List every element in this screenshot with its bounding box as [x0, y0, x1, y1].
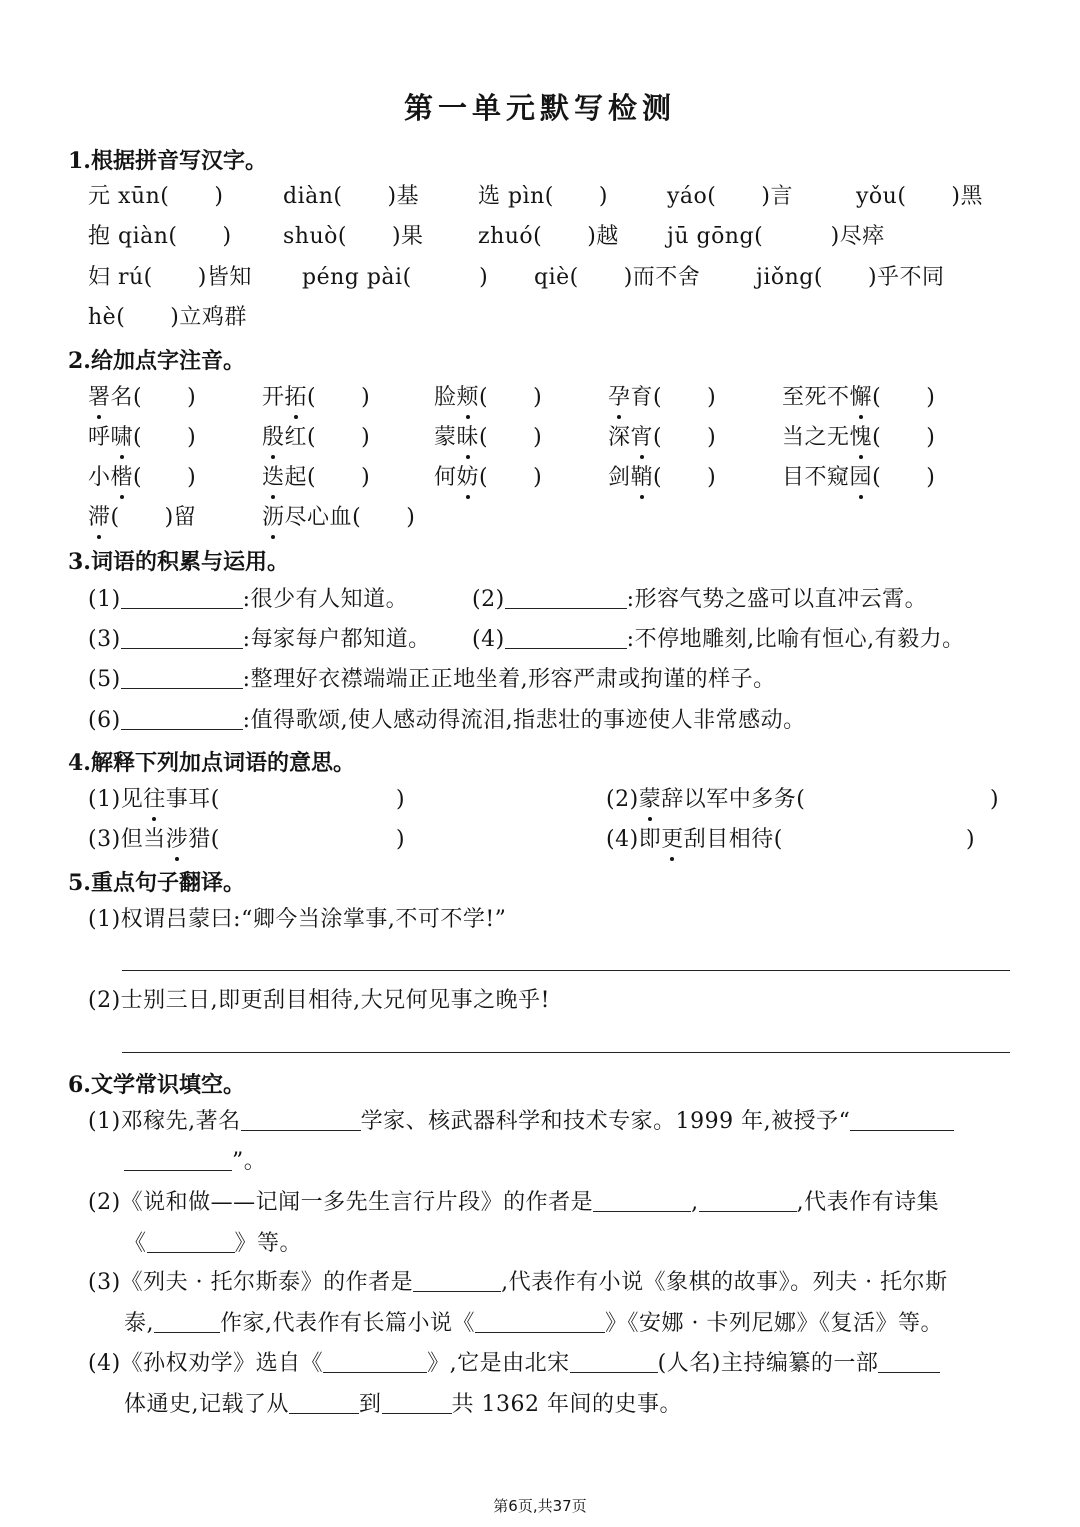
- definition: :不停地雕刻,比喻有恒心,有毅力。: [626, 627, 965, 652]
- phonetic-item: 目不窥园( ): [782, 463, 935, 493]
- definition: :很少有人知道。: [242, 587, 409, 612]
- q3-heading: 3.词语的积累与运用。: [68, 549, 289, 575]
- phonetic-item: 滞( )留: [88, 503, 196, 533]
- text: (1)邓稼先,著名: [88, 1109, 241, 1134]
- text: (4)《孙权劝学》选自《: [88, 1351, 324, 1376]
- text: 》《安娜 · 卡列尼娜》《复活》等。: [605, 1311, 943, 1336]
- vocab-line: [88, 705, 806, 736]
- close-paren: ): [396, 787, 406, 812]
- blank[interactable]: [121, 664, 243, 689]
- explain-item: (2)蒙辞以军中多务(: [606, 785, 805, 815]
- phonetic-item: 至死不懈( ): [782, 383, 935, 413]
- text: (2)《说和做——记闻一多先生言行片段》的作者是: [88, 1190, 594, 1215]
- fill-line: [88, 1106, 954, 1137]
- emphasis-dot: 愧: [850, 423, 873, 453]
- fill-line: [124, 1389, 682, 1420]
- emphasis-dot: 往: [143, 785, 166, 815]
- q6-heading: 6.文学常识填空。: [68, 1072, 245, 1098]
- phonetic-item: 署名( ): [88, 383, 196, 413]
- pinyin-item: hè( )立鸡群: [88, 305, 247, 330]
- phonetic-item: 何妨( ): [434, 463, 542, 493]
- pinyin-item: jiǒng( )乎不同: [756, 265, 945, 290]
- phonetic-item: 孕育( ): [608, 383, 716, 413]
- pinyin-item: qiè( )而不舍: [534, 265, 701, 290]
- emphasis-dot: 拓: [285, 383, 308, 413]
- pinyin-item: 选 pìn( ): [478, 184, 608, 209]
- phonetic-item: 呼啸( ): [88, 423, 196, 453]
- page-footer: 第6页,共37页: [493, 1497, 587, 1515]
- item-number: (6): [88, 708, 121, 733]
- phonetic-item: 殷红( ): [262, 423, 370, 453]
- answer-line[interactable]: [122, 970, 1010, 971]
- phonetic-item: 当之无愧( ): [782, 423, 935, 453]
- emphasis-dot: 孕: [608, 383, 631, 413]
- definition: :整理好衣襟端端正正地坐着,形容严肃或拘谨的样子。: [242, 667, 776, 692]
- text: 泰,: [124, 1311, 154, 1336]
- phonetic-item: 脸颊( ): [434, 383, 542, 413]
- phonetic-item: 深宵( ): [608, 423, 716, 453]
- explain-item: (4)即更刮目相待(: [606, 825, 783, 855]
- emphasis-dot: 宵: [631, 423, 654, 453]
- vocab-line: [88, 664, 776, 695]
- blank[interactable]: [241, 1106, 361, 1131]
- phonetic-item: 迭起( ): [262, 463, 370, 493]
- fill-line: [88, 1187, 939, 1218]
- pinyin-item: yáo( )言: [667, 184, 793, 209]
- blank[interactable]: [121, 584, 243, 609]
- emphasis-dot: 滞: [88, 503, 111, 533]
- pinyin-item: diàn( )基: [283, 184, 420, 209]
- item-number: (4): [472, 627, 505, 652]
- item-number: (1): [88, 587, 121, 612]
- text: 《: [124, 1231, 147, 1256]
- blank[interactable]: [289, 1389, 359, 1414]
- item-number: (5): [88, 667, 121, 692]
- blank[interactable]: [570, 1348, 658, 1373]
- pinyin-item: jū gōng( )尽瘁: [667, 224, 885, 249]
- blank[interactable]: [505, 584, 627, 609]
- q1-heading: 1.根据拼音写汉字。: [68, 148, 267, 174]
- item-number: (2): [472, 587, 505, 612]
- explain-item: (1)见往事耳(: [88, 785, 220, 815]
- pinyin-item: 妇 rú( )皆知: [88, 265, 252, 290]
- text: (人名)主持编纂的一部: [657, 1351, 879, 1376]
- text: (3)《列夫 · 托尔斯泰》的作者是: [88, 1270, 414, 1295]
- vocab-line: [472, 584, 927, 615]
- emphasis-dot: 昧: [457, 423, 480, 453]
- blank[interactable]: [121, 624, 243, 649]
- blank[interactable]: [413, 1267, 501, 1292]
- phonetic-item: 开拓( ): [262, 383, 370, 413]
- fill-line: [124, 1308, 943, 1339]
- answer-line[interactable]: [122, 1052, 1010, 1053]
- text: 到: [359, 1392, 382, 1417]
- definition: :值得歌颂,使人感动得流泪,指悲壮的事迹使人非常感动。: [242, 708, 806, 733]
- vocab-line: [472, 624, 965, 655]
- emphasis-dot: 懈: [850, 383, 873, 413]
- definition: :形容气势之盛可以直冲云霄。: [626, 587, 928, 612]
- text: 学家、核武器科学和技术专家。1999 年,被授予“: [360, 1109, 851, 1134]
- pinyin-item: shuò( )果: [283, 224, 424, 249]
- text: ”。: [232, 1149, 267, 1174]
- blank[interactable]: [850, 1106, 954, 1131]
- definition: :每家每户都知道。: [242, 627, 431, 652]
- blank[interactable]: [323, 1348, 427, 1373]
- q5-heading: 5.重点句子翻译。: [68, 870, 245, 896]
- emphasis-dot: 涉: [166, 825, 189, 855]
- phonetic-item: 剑鞘( ): [608, 463, 716, 493]
- sentence: (1)权谓吕蒙曰:“卿今当涂掌事,不可不学!”: [88, 907, 507, 932]
- text: 作家,代表作有长篇小说《: [220, 1311, 475, 1336]
- text: ,: [691, 1190, 699, 1215]
- blank[interactable]: [124, 1146, 232, 1171]
- close-paren: ): [990, 787, 1000, 812]
- emphasis-dot: 颊: [457, 383, 480, 413]
- q2-heading: 2.给加点字注音。: [68, 348, 245, 374]
- blank[interactable]: [154, 1308, 220, 1333]
- fill-line: [124, 1228, 302, 1259]
- blank[interactable]: [593, 1187, 691, 1212]
- page-title: 第一单元默写检测: [403, 91, 676, 125]
- blank[interactable]: [475, 1308, 605, 1333]
- text: 》等。: [234, 1231, 303, 1256]
- explain-item: (3)但当涉猎(: [88, 825, 220, 855]
- sentence: (2)士别三日,即更刮目相待,大兄何见事之晚乎!: [88, 988, 550, 1013]
- text: ,代表作有诗集: [796, 1190, 940, 1215]
- pinyin-item: yǒu( )黑: [856, 184, 984, 209]
- text: ,代表作有小说《象棋的故事》。列夫 · 托尔斯: [501, 1270, 948, 1295]
- text: 共 1362 年间的史事。: [451, 1392, 682, 1417]
- emphasis-dot: 妨: [457, 463, 480, 493]
- fill-line: [124, 1146, 266, 1177]
- text: 》,它是由北宋: [427, 1351, 570, 1376]
- emphasis-dot: 沥: [262, 503, 285, 533]
- emphasis-dot: 园: [850, 463, 873, 493]
- blank[interactable]: [121, 705, 243, 730]
- q4-heading: 4.解释下列加点词语的意思。: [68, 750, 355, 776]
- emphasis-dot: 鞘: [631, 463, 654, 493]
- emphasis-dot: 署: [88, 383, 111, 413]
- fill-line: [88, 1348, 940, 1379]
- vocab-line: [88, 584, 408, 615]
- blank[interactable]: [878, 1348, 940, 1373]
- blank[interactable]: [505, 624, 627, 649]
- emphasis-dot: 殷: [262, 423, 285, 453]
- pinyin-item: 抱 qiàn( ): [88, 224, 232, 249]
- emphasis-dot: 更: [661, 825, 684, 855]
- blank[interactable]: [699, 1187, 797, 1212]
- emphasis-dot: 迭: [262, 463, 285, 493]
- item-number: (3): [88, 627, 121, 652]
- phonetic-item: 沥尽心血( ): [262, 503, 415, 533]
- close-paren: ): [396, 827, 406, 852]
- emphasis-dot: 啸: [111, 423, 134, 453]
- phonetic-item: 蒙昧( ): [434, 423, 542, 453]
- pinyin-item: 元 xūn( ): [88, 184, 224, 209]
- blank[interactable]: [382, 1389, 452, 1414]
- emphasis-dot: 楷: [111, 463, 134, 493]
- pinyin-item: péng pài( ): [302, 265, 489, 290]
- fill-line: [88, 1267, 948, 1298]
- emphasis-dot: 蒙: [639, 785, 662, 815]
- text: 体通史,记载了从: [124, 1392, 289, 1417]
- vocab-line: [88, 624, 431, 655]
- phonetic-item: 小楷( ): [88, 463, 196, 493]
- close-paren: ): [966, 827, 976, 852]
- blank[interactable]: [147, 1228, 235, 1253]
- pinyin-item: zhuó( )越: [478, 224, 619, 249]
